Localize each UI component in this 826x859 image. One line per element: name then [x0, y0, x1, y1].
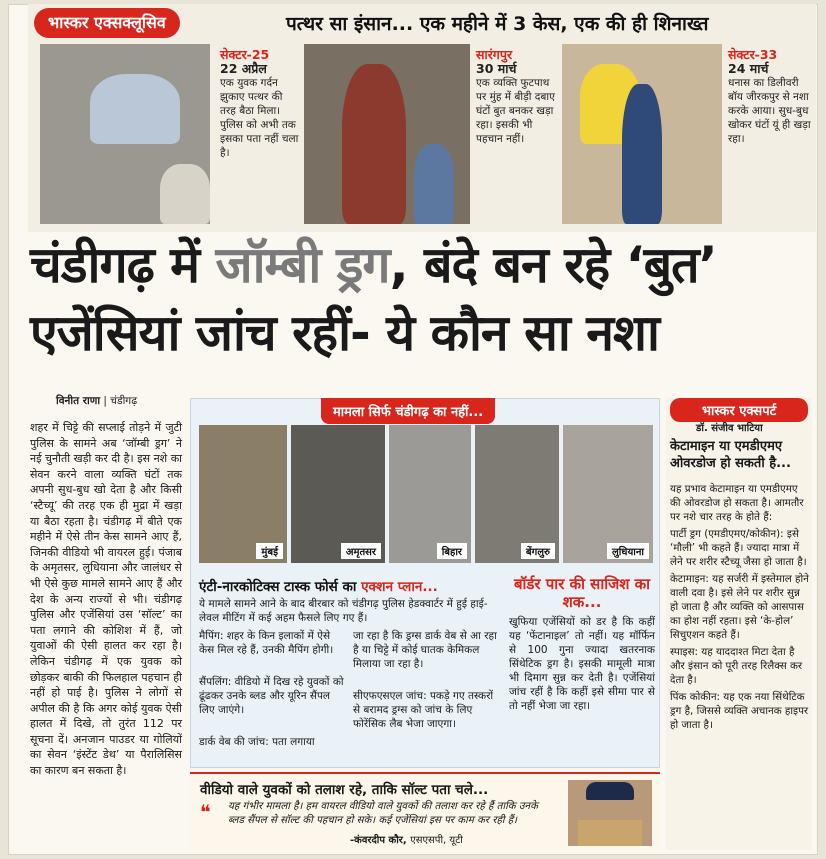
officer-cap: [586, 782, 634, 800]
crouched-figure: [90, 74, 180, 144]
photo-sector-33: [562, 44, 722, 224]
expert-name: डॉ. संजीव भाटिया: [696, 423, 763, 434]
bullet-dark-web-cont: जा रहा है कि ड्रग्स डार्क वेब से आ रहा है या चिट्टे में कोई घातक केमिकल मिलाया जा रहा है।: [353, 630, 497, 670]
bullet-cfsl: सीएफएसएल जांच: पकड़े गए तस्करों से बरामद ड्रग्स को जांच के लिए फोरेंसिक लैब भेजा जाएगा।: [353, 690, 494, 730]
action-plan-intro: ये मामले सामने आने के बाद बीरबार को चंडीगढ़ पुलिस हेडक्वार्टर में हुई हाई-लेवल मीटिंग में कई अहम फैसले लिए गए हैं।: [199, 598, 488, 624]
exclusive-tag: भास्कर एक्सक्लूसिव: [34, 8, 180, 38]
expert-item: केटामाइन: यह सर्जरी में इस्तेमाल होने वाली दवा है। इसे लेने पर शरीर सुन्न हो जाता है और व्यक्ति को आसपास का होश नहीं रहता। इसे ‘के-होल’ सिचुएशन कहते हैं।: [670, 573, 809, 641]
expert-item: स्पाइस: यह याददाश्त मिटा देता है और इंसान को पूरी तरह रिलैक्स कर देता है।: [670, 646, 803, 686]
byline: विनीत राणा | चंडीगढ़: [56, 395, 138, 407]
caption-sector-33: सेक्टर-33 24 मार्च धनास का डिलीवरी बॉय जीरकपुर से नशा करके आया। सुध-बुध खोकर घंटों यूं ही खड़ा रहा।: [728, 47, 811, 145]
border-text: खुफिया एजेंसियों को डर है कि कहीं यह ‘फेंटानाइल’ तो नहीं। यह मॉर्फिन से 100 गुना ज्यादा खतरनाक सिंथेटिक ड्रग है। इसकी मामूली मात्रा भी दिमाग सुन्न कर देती है। एजेंसियां जांच रहीं है कि कहीं इसे सीमा पार से तो नहीं भेजा जा रहा।: [509, 616, 655, 712]
seated-person: [414, 144, 454, 224]
photo-sarangpur: [304, 44, 470, 224]
main-headline-line1: चंडीगढ़ में जॉम्बी ड्रग, बंदे बन रहे ‘बुत’: [30, 236, 717, 294]
photo-bihar: बिहार: [389, 425, 471, 563]
border-heading: बॉर्डर पार की साजिश का शक...: [513, 575, 651, 611]
photo-bengaluru: बेंगलुरु: [475, 425, 559, 563]
expert-column: [666, 398, 812, 850]
expert-intro: यह प्रभाव केटामाइन या एमडीएमए की ओवरडोज हो सकता है। आमतौर पर नशे चार तरह के होते हैं:: [670, 483, 804, 523]
strip-headline: पत्थर सा इंसान... एक महीने में 3 केस, एक की ही शिनाख्त: [286, 13, 709, 35]
lead-article: शहर में चिट्टे की सप्लाई तोड़ने में जुटी पुलिस के सामने अब ‘जॉम्बी ड्रग’ ने नई चुनौती खड़ी कर दी है। इस नशे का सेवन करने वाला व्यक्ति घंटों तक अपनी सुध-बुध खो देता है और किसी ‘स्टैच्यू’ की तरह एक ही मुद्रा में खड़ा या बैठा रहता है। चंडीगढ़ में बीते एक महीने में ऐसे तीन केस सामने आए हैं, जिनकी वीडियो भी वायरल हुई। पंजाब के अमृतसर, लुधियाना और जालंधर से भी ऐसे कुछ मामले सामने आए हैं और देश के अन्य राज्यों से भी। चंडीगढ़ पुलिस और एजेंसियां उस ‘सॉल्ट’ का पता लगाने की कोशिश में हैं, जो युवाओं की ऐसी हालत कर रहा है। लेकिन चंडीगढ़ में एक युवक को छोड़कर बाकी की फिलहाल पहचान ही नहीं हो पाई है। पुलिस ने लोगों से अपील की है कि अगर कोई युवक ऐसी हालत में दिखे, तो तुरंत 112 पर सूचना दें। अनजान पाउडर या गोलियों का सेवन ‘इंस्टेंट डेथ’ या पैरालिसिस का कारण बन सकता है।: [30, 421, 182, 778]
delivery-boy: [622, 84, 662, 224]
quote-heading: वीडियो वाले युवकों को तलाश रहे, ताकि सॉल्ट पता चले...: [200, 782, 489, 798]
photo-ludhiana: लुधियाना: [563, 425, 653, 563]
bullet-sampling: सैंपलिंग: वीडियो में दिख रहे युवकों को ढूंढकर उनके ब्लड और यूरिन सैंपल लिए जाएंगे।: [199, 676, 344, 716]
photo-mumbai: मुंबई: [199, 425, 287, 563]
officer-uniform: [578, 820, 642, 846]
police-quote-box: [190, 772, 660, 850]
bullet-mapping: मैपिंग: शहर के किन इलाकों में ऐसे केस मिल रहे हैं, उनकी मैपिंग होगी।: [199, 630, 334, 656]
caption-sarangpur: सारंगपुर 30 मार्च एक व्यक्ति फुटपाथ पर मुंह में बीड़ी दबाए घंटों बुत बनकर खड़ा रहा। इसकी भी पहचान नहीं।: [476, 47, 555, 145]
photo-amritsar: अमृतसर: [291, 425, 385, 563]
officer-photo: [568, 780, 652, 846]
quote-text: यह गंभीर मामला है। हम वायरल वीडियो वाले युवकों की तलाश कर रहे हैं ताकि उनके ब्लड सैंपल से सॉल्ट की पहचान हो सके। कई एजेंसियां इस पर काम कर रही हैं।: [228, 801, 538, 826]
bullet-dark-web: डार्क वेब की जांच: पता लगाया: [199, 736, 315, 748]
quote-signature: -कंवरदीप कौर, एसएसपी, यूटी: [350, 835, 463, 846]
expert-body: [670, 482, 810, 732]
expert-item: पार्टी ड्रग (एमडीएमए/कोकीन): इसे ‘मौली’ भी कहते हैं। ज्यादा मात्रा में लेने पर शरीर स्टैच्यू जैसा हो जाता है।: [670, 528, 807, 568]
standing-man: [342, 64, 406, 224]
expert-heading: केटामाइन या एमडीएमए ओवरडोज हो सकती है...: [670, 439, 791, 471]
action-plan-heading: एंटी-नारकोटिक्स टास्क फोर्स का एक्शन प्लान...: [199, 579, 438, 595]
other-cities-box: [190, 398, 660, 768]
expert-tag: भास्कर एक्सपर्ट: [670, 398, 808, 422]
main-headline-line2: एजेंसियां जांच रहीं- ये कौन सा नशा: [30, 304, 659, 362]
caption-sector-25: सेक्टर-25 22 अप्रैल एक युवक गर्दन झुकाए पत्थर की तरह बैठा मिला। पुलिस को अभी तक इसका पता नहीं चला है।: [220, 47, 299, 159]
photo-sector-25: [40, 44, 210, 224]
quote-icon: ❝: [200, 800, 211, 824]
stone-block: [160, 164, 210, 224]
expert-item: पिंक कोकीन: यह एक नया सिंथेटिक ड्रग है, जिससे व्यक्ति अचानक हाइपर हो जाता है।: [670, 691, 809, 731]
other-cities-tag: मामला सिर्फ चंडीगढ़ का नहीं...: [321, 398, 495, 424]
